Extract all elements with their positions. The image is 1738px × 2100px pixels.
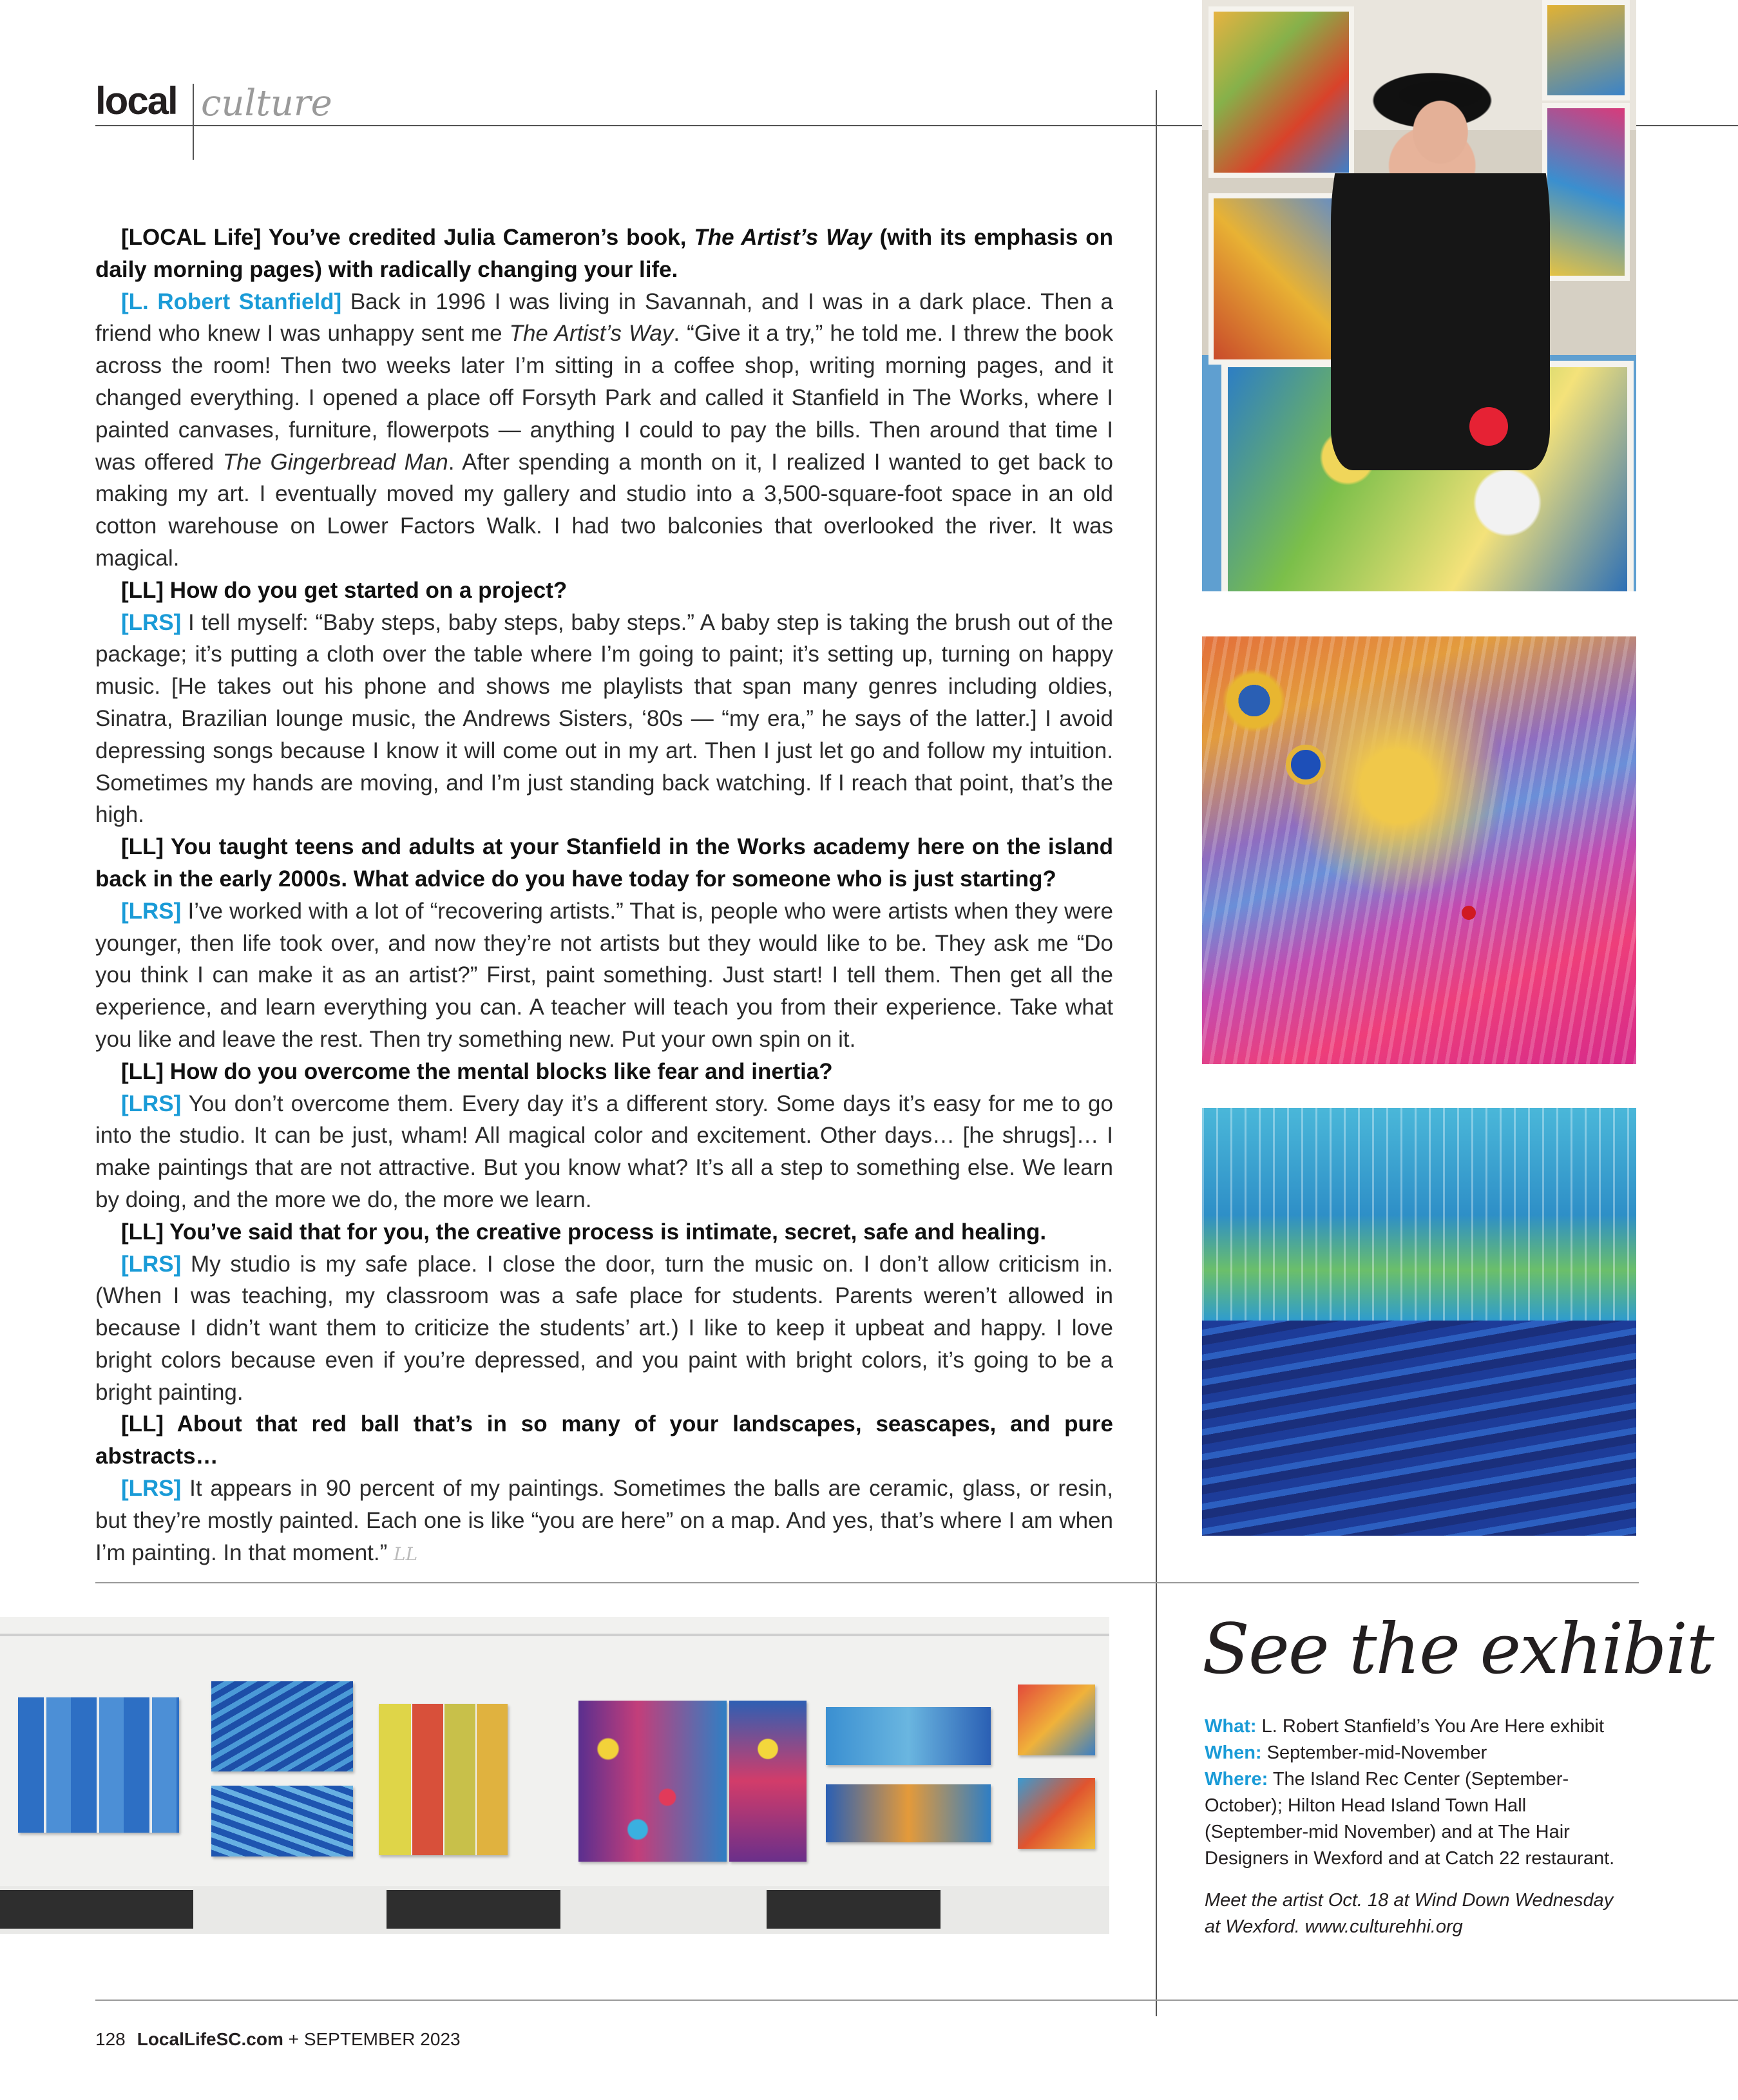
gallery-painting bbox=[826, 1707, 991, 1765]
page-number: 128 bbox=[95, 2029, 126, 2049]
speaker-label: [LRS] bbox=[121, 898, 182, 924]
seascape-painting-photo bbox=[1202, 1108, 1636, 1536]
speaker-label: [LRS] bbox=[121, 609, 182, 635]
issue-date: SEPTEMBER 2023 bbox=[303, 2029, 461, 2049]
speaker-label: [LRS] bbox=[121, 1091, 182, 1116]
gallery-painting bbox=[211, 1681, 353, 1771]
question-4: [LL] How do you overcome the mental blocks like fear and inertia? bbox=[121, 1058, 833, 1084]
column-divider bbox=[1156, 90, 1157, 2016]
section-label-culture: culture bbox=[201, 82, 332, 124]
gallery-painting bbox=[1018, 1685, 1095, 1755]
answer-6: [LRS] It appears in 90 percent of my paintings. Sometimes the balls are ceramic, glass, or resin, but they’re mostly painted. Each one is like “you are here” on a map. And yes, that’s where I am when I’m painting. In that moment.” LL bbox=[95, 1476, 1113, 1565]
exhibit-when: When: September-mid-November bbox=[1205, 1742, 1487, 1763]
gallery-painting bbox=[379, 1704, 508, 1855]
answer-1: [L. Robert Stanfield] Back in 1996 I was living in Savannah, and I was in a dark place. Then a friend who knew I was unhappy sent me The Artist’s Way. “Give it a try,” he told me. I threw the book across the room! Then two weeks later I’m sitting in a coffee shop, writing morning pages, and it changed everything. I opened a place off Forsyth Park and called it Stanfield in The Works, where I painted canvases, furniture, flowerpots — anything I could to pay the bills. Then around that time I was offered The Gingerbread Man. After spending a month on it, I realized I wanted to get back to making my art. I eventually moved my gallery and studio into a 3,500-square-foot space in an old cotton warehouse on Lower Factors Walk. I had two balconies that overlooked the river. It was magical. bbox=[95, 289, 1113, 571]
bench bbox=[387, 1890, 560, 1929]
question-3: [LL] You taught teens and adults at your Stanfield in the Works academy here on the island back in the early 2000s. What advice do you have today for someone who is just starting? bbox=[95, 834, 1113, 892]
bench bbox=[0, 1890, 193, 1929]
gallery-painting bbox=[1018, 1778, 1095, 1849]
header-divider bbox=[193, 84, 194, 160]
background-painting bbox=[1208, 6, 1354, 178]
exhibit-where: Where: The Island Rec Center (September-October); Hilton Head Island Town Hall (September-mid November) and at The Hair Designers in Wexford and at Catch 22 restaurant. bbox=[1205, 1769, 1615, 1869]
blue-gem bbox=[1286, 745, 1326, 785]
sea-area bbox=[1202, 1321, 1636, 1536]
answer-3: [LRS] I’ve worked with a lot of “recovering artists.” That is, people who were artists when they were younger, then life took over, and now they’re not artists but they would like to be. They ask me “Do you think I can make it as an artist?” First, paint something. Just start! I tell them. Then get all the experience, and learn everything you can. A teacher will teach you from their experience. Take what you like and leave the rest. Then try something new. Put your own spin on it. bbox=[95, 898, 1113, 1052]
answer-2: [LRS] I tell myself: “Baby steps, baby steps, baby steps.” A baby step is taking the brush out of the package; it’s putting a cloth over the table where I’m going to paint; it’s setting up, turning on happy music. [He takes out his phone and shows me playlists that span many genres including oldies, Sinatra, Brazilian lounge music, the Andrews Sisters, ‘80s — “my era,” he says of the latter.] I avoid depressing songs because I know it will come out in my art. Then I just let go and follow my intuition. Sometimes my hands are moving, and I’m just standing back watching. If I reach that point, that’s the high. bbox=[95, 609, 1113, 828]
question-1: [LOCAL Life] You’ve credited Julia Cameron’s book, The Artist’s Way (with its emphasis on daily morning pages) with radically changing your life. bbox=[95, 225, 1113, 282]
gallery-painting bbox=[729, 1701, 807, 1862]
section-rule bbox=[95, 1582, 1639, 1583]
background-painting bbox=[1542, 103, 1630, 281]
abstract-painting-photo bbox=[1202, 636, 1636, 1064]
artist-portrait-photo bbox=[1202, 0, 1636, 591]
gallery-painting bbox=[211, 1786, 353, 1857]
bench bbox=[767, 1890, 941, 1929]
exhibit-what: What: L. Robert Stanfield’s You Are Here exhibit bbox=[1205, 1716, 1605, 1737]
answer-5: [LRS] My studio is my safe place. I close the door, turn the music on. I don’t allow criticism in. (When I was teaching, my classroom was a safe place for students. Parents weren’t allowed in because I didn’t want them to criticize the students’ art.) I like to keep it upbeat and happy. I love bright colors because even if you’re depressed, and you paint with bright colors, it’s going to be a bright painting. bbox=[95, 1251, 1113, 1405]
red-ball bbox=[1469, 407, 1508, 446]
gallery-painting bbox=[578, 1701, 727, 1862]
speaker-label: [L. Robert Stanfield] bbox=[121, 289, 342, 314]
exhibit-details bbox=[1205, 1713, 1630, 1872]
gallery-painting bbox=[18, 1697, 179, 1833]
question-6: [LL] About that red ball that’s in so many of your landscapes, seascapes, and pure abstracts… bbox=[95, 1411, 1113, 1469]
site-link[interactable]: LocalLifeSC.com bbox=[137, 2029, 283, 2049]
gallery-painting bbox=[826, 1784, 991, 1842]
background-painting bbox=[1542, 0, 1630, 100]
signature-mark: LL bbox=[393, 1543, 418, 1565]
page-footer: 128 LocalLifeSC.com + SEPTEMBER 2023 bbox=[95, 2029, 461, 2049]
article-body bbox=[95, 222, 1113, 1570]
red-ball bbox=[1462, 906, 1476, 920]
speaker-label: [LRS] bbox=[121, 1251, 182, 1277]
speaker-label: [LRS] bbox=[121, 1476, 182, 1502]
question-2: [LL] How do you get started on a project? bbox=[121, 577, 568, 603]
question-5: [LL] You’ve said that for you, the creative process is intimate, secret, safe and healing. bbox=[121, 1219, 1047, 1245]
exhibit-note: Meet the artist Oct. 18 at Wind Down Wednesday at Wexford. www.culturehhi.org bbox=[1205, 1890, 1614, 1937]
footer-rule bbox=[95, 2000, 1738, 2001]
light-track bbox=[0, 1634, 1109, 1636]
gallery-wall-photo bbox=[0, 1617, 1109, 1934]
section-label-local: local bbox=[95, 79, 177, 122]
answer-4: [LRS] You don’t overcome them. Every day it’s a different story. Some days it’s easy for me to go into the studio. It can be just, wham! All magical color and excitement. Other days… [he shrugs]… I make paintings that are not attractive. But you know what? It’s all a step to something else. We learn by doing, and the more we do, the more we learn. bbox=[95, 1091, 1113, 1212]
artist-figure bbox=[1331, 58, 1550, 470]
exhibit-heading: See the exhibit bbox=[1202, 1609, 1714, 1690]
